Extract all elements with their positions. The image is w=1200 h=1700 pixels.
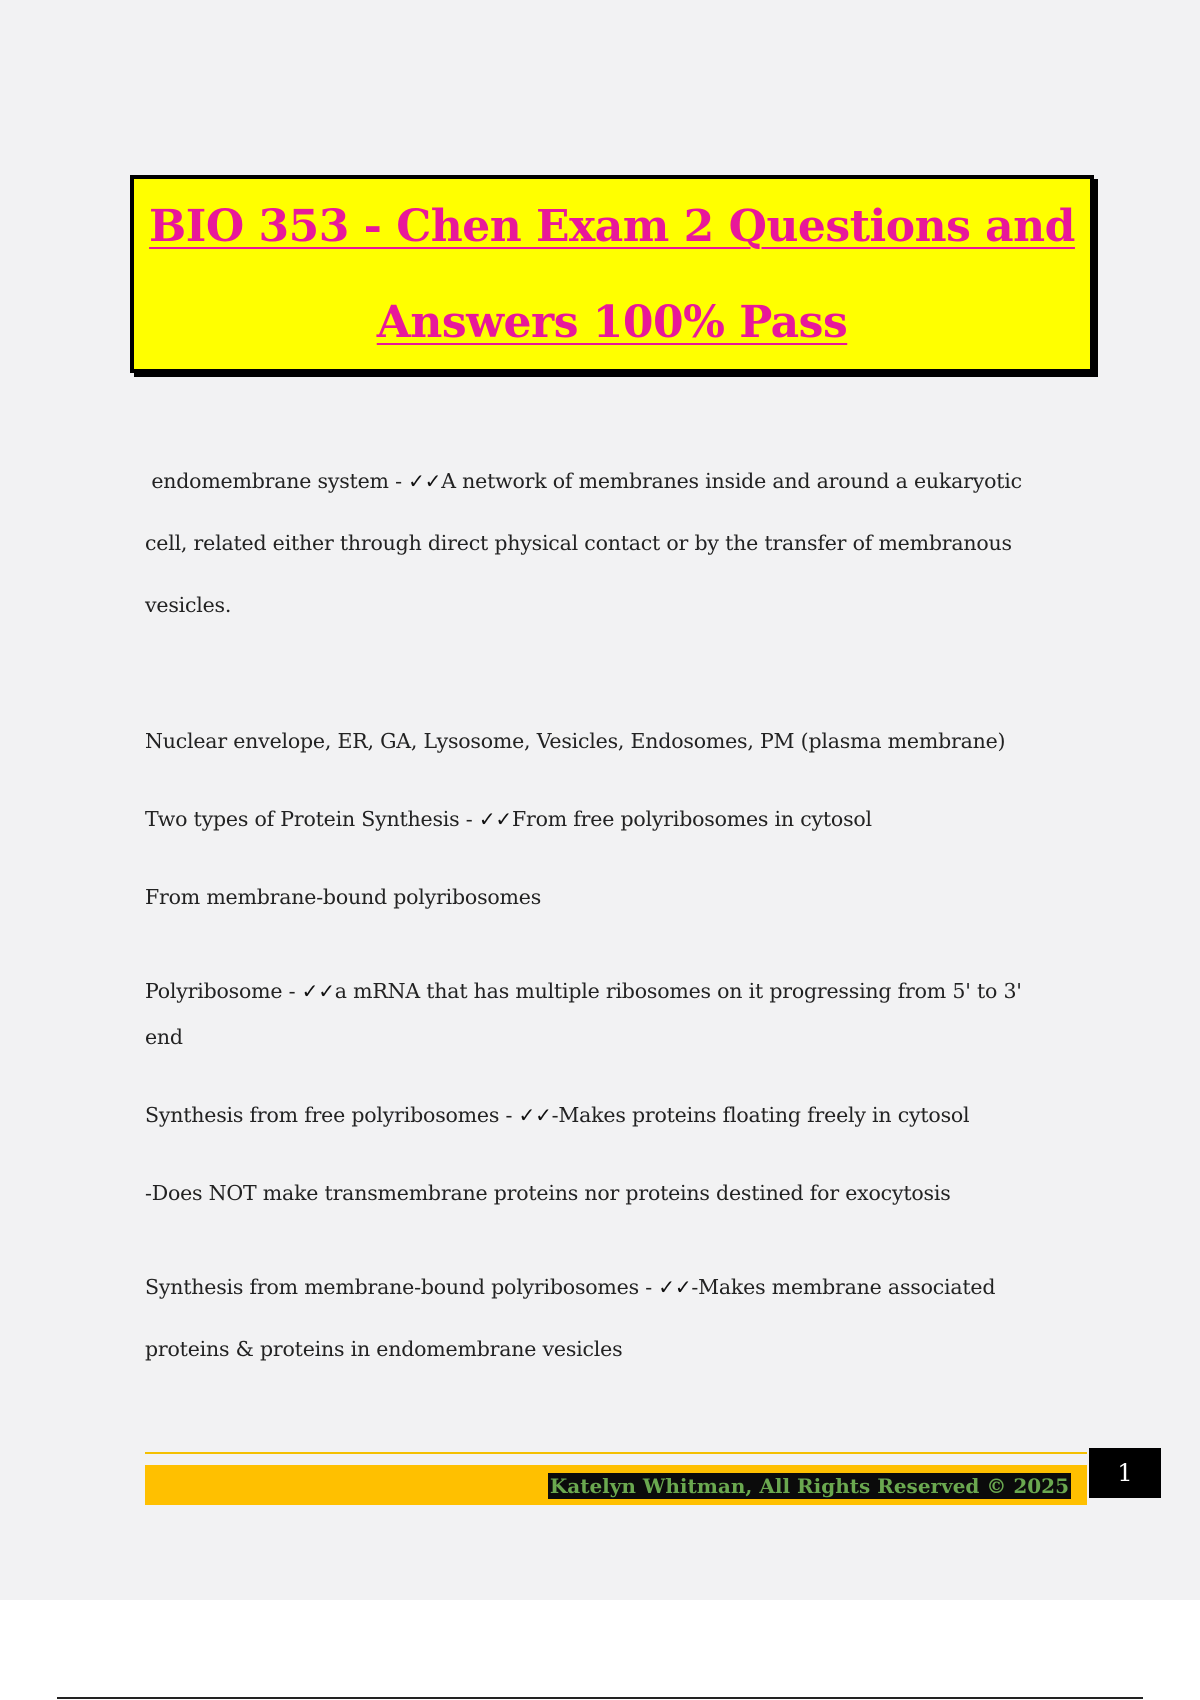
footer-divider [145,1452,1087,1454]
title-line-1: BIO 353 - Chen Exam 2 Questions and [149,201,1075,252]
entry-answer-continued: proteins & proteins in endomembrane vesicles [145,1337,623,1361]
entry-term: Synthesis from free polyribosomes - [145,1103,519,1127]
document-body [145,450,1085,1380]
entry-endomembrane-components: Nuclear envelope, ER, GA, Lysosome, Vesicles, Endosomes, PM (plasma membrane) [145,729,1006,753]
double-check-icon: ✓✓ [658,1275,692,1299]
entry-answer: a mRNA that has multiple ribosomes on it progressing from 5' to 3' [334,979,1022,1003]
entry-protein-synthesis-types [145,804,1085,834]
entry-answer: -Makes membrane associated [691,1275,996,1299]
entry-term: Polyribosome - [145,979,302,1003]
title-line-2: Answers 100% Pass [376,297,848,348]
copyright-notice: Katelyn Whitman, All Rights Reserved © 2025 [549,1474,1069,1498]
entry-answer-continued: -Does NOT make transmembrane proteins nor proteins destined for exocytosis [145,1181,951,1205]
entry-answer-continued: end [145,1025,183,1049]
entry-endomembrane-system [145,450,1085,512]
entry-answer-continued: cell, related either through direct physical contact or by the transfer of membranous [145,531,1012,555]
entry-answer: -Makes proteins floating freely in cytosol [551,1103,970,1127]
double-check-icon: ✓✓ [478,807,512,831]
entry-membrane-bound-synthesis [145,1256,1085,1318]
footer-bar [145,1465,1087,1505]
entry-polyribosome [145,960,1085,1022]
entry-answer: From free polyribosomes in cytosol [511,807,872,831]
entry-answer-continued: From membrane-bound polyribosomes [145,885,542,909]
entry-answer: A network of membranes inside and around a eukaryotic [441,469,1022,493]
double-check-icon: ✓✓ [301,979,335,1003]
bottom-divider [57,1697,1143,1699]
spacer [145,636,1085,726]
entry-free-polyribosome-synthesis [145,1100,1085,1130]
entry-term: endomembrane system - [145,469,409,493]
double-check-icon: ✓✓ [408,469,442,493]
double-check-icon: ✓✓ [518,1103,552,1127]
entry-term: Two types of Protein Synthesis - [145,807,479,831]
entry-answer-continued: vesicles. [145,593,232,617]
entry-term: Synthesis from membrane-bound polyribosomes - [145,1275,659,1299]
title-box [130,175,1094,373]
page-number: 1 [1089,1448,1161,1498]
